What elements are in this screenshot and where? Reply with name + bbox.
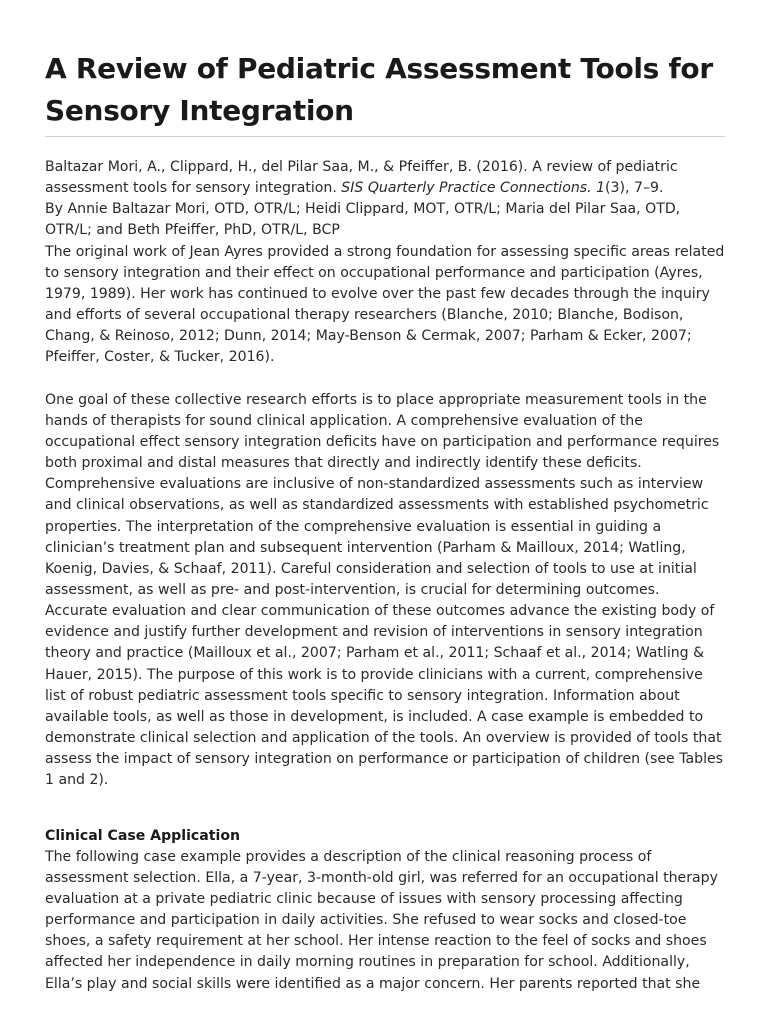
paragraph-intro: The original work of Jean Ayres provided a strong foundation for assessing specific areas related to sensory integration and their effect on occupational performance and participation (Ayres, 1979, 1989). Her work has continued to evolve over the past few decades through the inquiry and efforts of several occupational therapy researchers (Blanche, 2010; Blanche, Bodison, Chang, & Reinoso, 2012; Dunn, 2014; May-Benson & Cermak, 2007; Parham & Ecker, 2007; Pfeiffer, Coster, & Tucker, 2016). [45, 243, 725, 366]
section-heading: Clinical Case Application [45, 827, 241, 844]
citation-journal: SIS Quarterly Practice Connections. 1 [341, 180, 606, 197]
author-line: By Annie Baltazar Mori, OTD, OTR/L; Heidi Clippard, MOT, OTR/L; Maria del Pilar Saa, OTD, OTR/L; and Beth Pfeiffer, PhD, OTR/L, BCP [45, 201, 681, 239]
citation-text: Baltazar Mori, A., Clippard, H., del Pilar Saa, M., & Pfeiffer, B. (2016). A review of pediatric assessment tools for sensory integration. [45, 159, 678, 197]
title-divider [45, 136, 725, 137]
paragraph-goals: One goal of these collective research efforts is to place appropriate measurement tools in the hands of therapists for sound clinical application. A comprehensive evaluation of the occupational effect sensory integration deficits have on participation and performance requires both proximal and distal measures that directly and indirectly identify these deficits. Comprehensive evaluations are inclusive of non-standardized assessments such as interview and clinical observations, as well as standardized assessments with established psychometric properties. The interpretation of the comprehensive evaluation is essential in guiding a clinician’s treatment plan and subsequent intervention (Parham & Mailloux, 2014; Watling, Koenig, Davies, & Schaaf, 2011). Careful consideration and selection of tools to use at initial assessment, as well as pre- and post-intervention, is crucial for determining outcomes. Accurate evaluation and clear communication of these outcomes advance the existing body of evidence and justify further development and revision of interventions in sensory integration theory and practice (Mailloux et al., 2007; Parham et al., 2011; Schaaf et al., 2014; Watling & Hauer, 2015). The purpose of this work is to provide clinicians with a current, comprehensive list of robust pediatric assessment tools specific to sensory integration. Information about available tools, as well as those in development, is included. A case example is embedded to demonstrate clinical selection and application of the tools. An overview is provided of tools that assess the impact of sensory integration on performance or participation of children (see Tables 1 and 2). [45, 391, 723, 789]
citation [45, 157, 725, 199]
section-spacer [45, 792, 725, 826]
page-title: A Review of Pediatric Assessment Tools for Sensory Integration [45, 52, 713, 127]
article-body [45, 157, 725, 995]
citation-issue: (3), 7–9. [605, 180, 664, 197]
paragraph-spacer [45, 369, 725, 390]
paragraph-case: The following case example provides a description of the clinical reasoning process of assessment selection. Ella, a 7-year, 3-month-old girl, was referred for an occupational therapy evaluation at a private pediatric clinic because of issues with sensory processing affecting performance and participation in daily activities. She refused to wear socks and closed-toe shoes, a safety requirement at her school. Her intense reaction to the feel of socks and shoes affected her independence in daily morning routines in preparation for school. Additionally, Ella’s play and social skills were identified as a major concern. Her parents reported that she [45, 848, 718, 992]
